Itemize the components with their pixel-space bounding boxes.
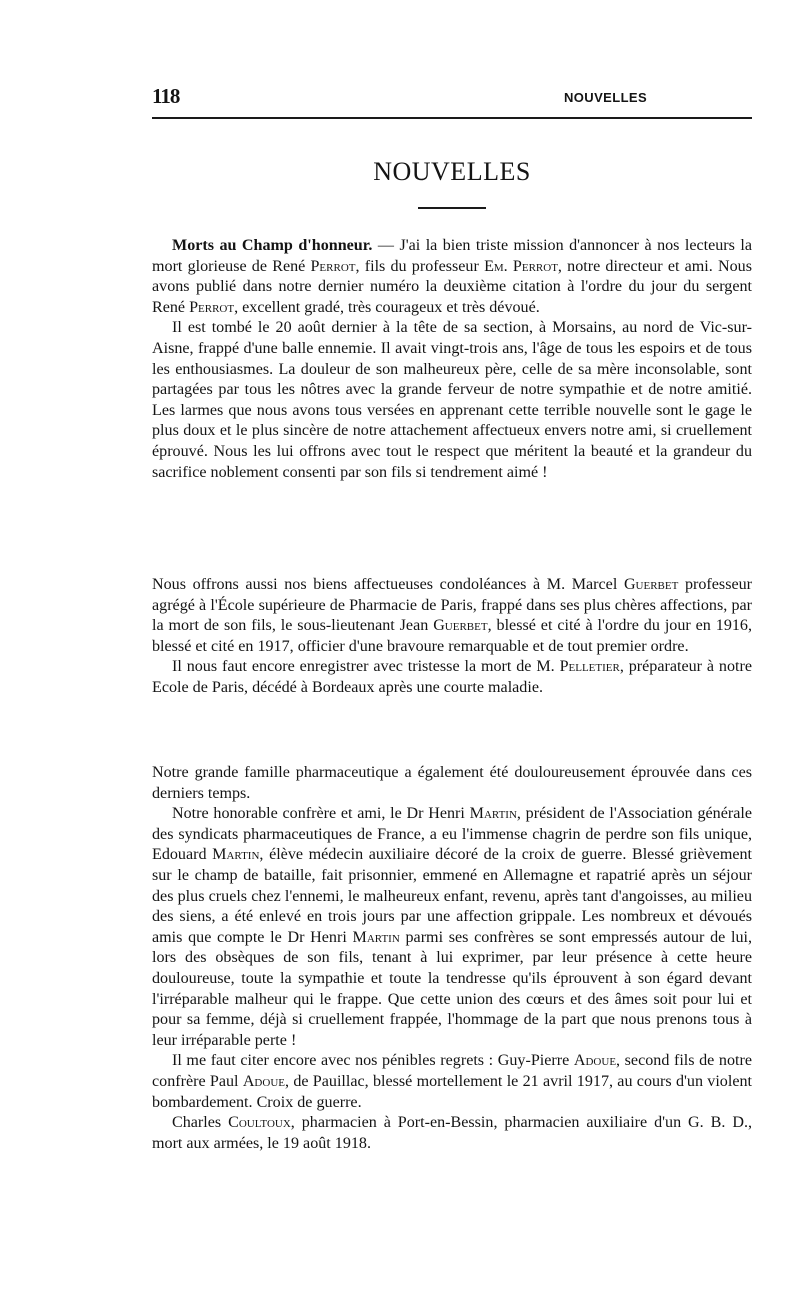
surname: Guerbet [623, 576, 679, 593]
surname: Adoue [242, 1072, 285, 1090]
text-run: professeur agrégé à l'École supérieure de Pharmacie de Paris, frappé dans ses plus chères affections, par la mort de son fils, le sous-lieutenant Jean [152, 576, 753, 635]
text-run: , de Pauillac, blessé mortellement le 21 avril 1917, au cours d'un violent bombardement. Croix de guerre. [152, 1072, 752, 1111]
text-run: Il me faut citer encore avec nos pénibles regrets : Guy-Pierre [172, 1052, 574, 1070]
paragraph-perrot-death: Il est tombé le 20 août dernier à la tête de sa section, à Morsains, au nord de Vic-sur-Aisne, frappé d'une balle ennemie. Il avait vingt-trois ans, l'âge de tous les espoirs et de tous les enthousiasmes. La douleur de son malheureux père, celle de sa mère inconsolable, sont partagées par tous les nôtres avec la grande ferveur de notre sympathie et de notre amitié. Les larmes que nous avons tous versées en apprenant cette terrible nouvelle sont le gage le plus doux et le plus sincère de notre attachement affectueux envers notre ami, si cruellement éprouvé. Nous les lui offrons avec tout le respect que méritent la beauté et la grandeur du sacrifice noblement consenti par son fils si tendrement aimé ! [152, 319, 752, 481]
surname: Adoue [573, 1052, 617, 1070]
surname: Martin [352, 928, 400, 946]
text-run: , excellent gradé, très courageux et très dévoué. [234, 298, 540, 316]
paragraph-pelletier [152, 657, 752, 698]
text-run: , second fils de notre confrère Paul [152, 1052, 752, 1090]
text-run: Il nous faut encore enregistrer avec tristesse la mort de M. [172, 658, 560, 676]
paragraph-guerbet [152, 575, 752, 657]
surname: Perrot [310, 257, 356, 275]
paragraph-martin [152, 804, 752, 1051]
paragraph-famille-pharmaceutique: Notre grande famille pharmaceutique a également été douloureusement éprouvée dans ces derniers temps. [152, 764, 752, 802]
text-block-perrot [152, 236, 752, 483]
header-rule [152, 117, 752, 119]
paragraph-coultoux [152, 1113, 752, 1154]
text-run: parmi ses confrères se sont empressés autour de lui, lors des obsèques de son fils, tenant à lui exprimer, par leur présence à cette heure douloureuse, toute la sympathie et toute la tendresse qu'ils éprouvent à son égard devant l'irréparable malheur qui le frappe. Que cette union des cœurs et des âmes soit pour lui et pour sa femme, déjà si cruellement frappée, l'hommage de la part que nous prenons tous à leur irréparable perte ! [152, 928, 752, 1049]
paragraph-lead: Morts au Champ d'honneur. [172, 237, 373, 254]
surname: Pelletier [559, 658, 620, 676]
text-run: , pharmacien à Port-en-Bessin, pharmacien auxiliaire d'un G. B. D., mort aux armées, le 19 août 1918. [152, 1114, 752, 1152]
text-run: , notre directeur et ami. Nous avons publié dans notre dernier numéro la deuxième citation à l'ordre du jour du sergent René [152, 257, 752, 316]
running-title: NOUVELLES [564, 90, 648, 105]
text-run: , élève médecin auxiliaire décoré de la croix de guerre. Blessé grièvement sur le champ de bataille, fait prisonnier, emmené en Allemagne et rapatrié après un séjour des plus cruels chez l'ennemi, le malheureux enfant, revenu, après tant d'angoisses, au milieu des siens, a été enlevé en trois jours par une affection grippale. Les nombreux et dévoués amis que compte le Dr Henri [152, 846, 752, 946]
running-head [152, 84, 752, 108]
paragraph-adoue [152, 1051, 752, 1113]
text-block-guerbet [152, 575, 752, 699]
surname: Perrot [189, 298, 235, 316]
text-block-martin [152, 763, 752, 1154]
text-run: Notre honorable confrère et ami, le Dr Henri [172, 805, 470, 823]
text-run: , fils du professeur [355, 257, 485, 275]
text-run: Nous offrons aussi nos biens affectueuses condoléances à M. Marcel [152, 576, 624, 593]
surname: Coultoux [228, 1114, 291, 1132]
paragraph-morts-au-champ [152, 236, 752, 318]
text-run: Charles [172, 1114, 229, 1132]
text-run: — J'ai la bien triste mission d'annoncer à nos lecteurs la mort glorieuse de René [152, 237, 752, 275]
surname: Martin [212, 846, 260, 864]
title-rule [418, 207, 486, 209]
surname: Em. Perrot [484, 257, 558, 275]
text-run: , président de l'Association générale des syndicats pharmaceutiques de France, a eu l'immense chagrin de perdre son fils unique, Edouard [152, 805, 752, 864]
surname: Guerbet [433, 617, 488, 635]
section-title: NOUVELLES [373, 157, 531, 186]
page-number: 118 [152, 84, 180, 108]
text-run: , préparateur à notre Ecole de Paris, décédé à Bordeaux après une courte maladie. [152, 658, 752, 696]
surname: Martin [469, 805, 517, 823]
text-run: , blessé et cité à l'ordre du jour en 1916, blessé et cité en 1917, officier d'une bravoure remarquable et de tout premier ordre. [152, 617, 752, 655]
